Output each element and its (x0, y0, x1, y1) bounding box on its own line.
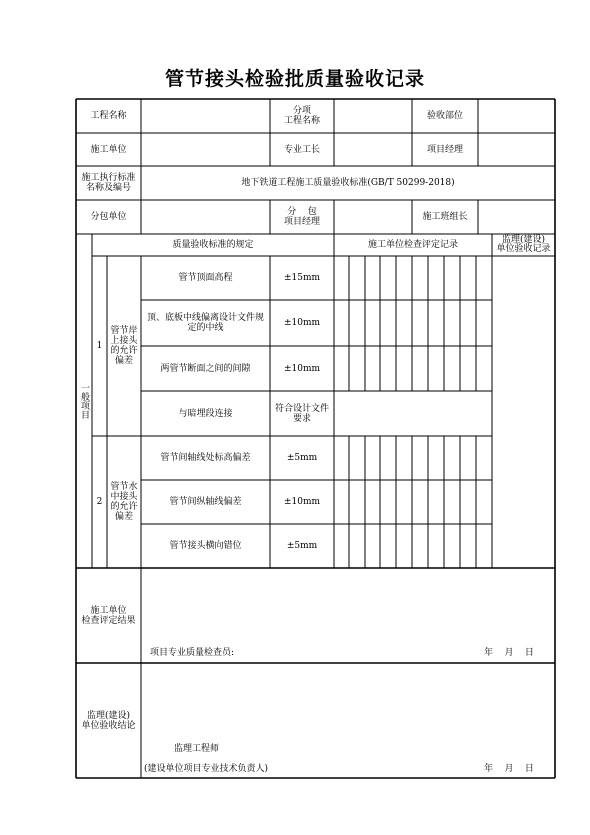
item-1-tolerance: ±15mm (283, 273, 321, 283)
sub-project-label: 分项 工程名称 (283, 106, 320, 126)
item-7-tolerance: ±5mm (286, 541, 318, 551)
item-3-name: 两管节断面之间的间隙 (160, 363, 251, 374)
construction-check-header: 施工单位检查评定记录 (367, 240, 458, 250)
page-title: 管节接头检验批质量验收记录 (164, 68, 425, 90)
project-manager-label: 项目经理 (426, 144, 463, 155)
item-5-name: 管节间轴线处标高偏差 (160, 453, 251, 463)
supervision-note: (建设单位项目专业技术负责人) (144, 764, 269, 774)
supervision-date: 年 月 日 (484, 764, 534, 774)
item-4-tolerance: 符合设计文件要求 (274, 403, 329, 424)
group-1-number: 1 (96, 341, 103, 351)
group-2-number: 2 (96, 497, 103, 507)
supervision-header: 监理(建设) 单位验收记录 (496, 235, 551, 254)
construction-result-label: 施工单位 检查评定结果 (81, 605, 136, 626)
supervision-conclusion-label: 监理(建设) 单位验收结论 (81, 710, 136, 731)
quality-standard-header: 质量验收标准的规定 (172, 240, 254, 250)
item-6-tolerance: ±10mm (283, 497, 321, 507)
acceptance-part-label: 验收部位 (426, 111, 463, 121)
foreman-label: 专业工长 (283, 144, 320, 155)
subcontract-manager-label: 分 包 项目经理 (283, 207, 320, 227)
item-1-name: 管节顶面高程 (178, 273, 233, 283)
standard-label: 施工执行标准 名称及编号 (81, 173, 136, 193)
supervision-engineer-label: 监理工程师 (174, 744, 220, 754)
group-1-name: 管节岸 上接头 的允许 偏差 (110, 326, 138, 366)
project-name-label: 工程名称 (90, 111, 127, 121)
item-2-name: 顶、底板中线偏离设计文件规定的中线 (146, 313, 264, 333)
item-7-name: 管节接头横向错位 (169, 541, 242, 551)
group-2-name: 管节水 中接头 的允许 偏差 (110, 482, 138, 522)
item-2-tolerance: ±10mm (283, 318, 321, 328)
standard-value: 地下铁道工程施工质量验收标准(GB/T 50299-2018) (241, 178, 455, 188)
construction-inspector-label: 项目专业质量检查员: (150, 648, 235, 658)
item-5-tolerance: ±5mm (286, 453, 318, 463)
item-4-name: 与暗埋段连接 (178, 408, 233, 419)
item-6-name: 管节间纵轴线偏差 (169, 497, 242, 507)
general-items-label: 一般项目 (79, 383, 89, 419)
construction-unit-label: 施工单位 (90, 144, 127, 155)
team-leader-label: 施工班组长 (422, 212, 468, 222)
construction-date: 年 月 日 (484, 648, 534, 658)
subcontract-unit-label: 分包单位 (90, 212, 127, 222)
item-3-tolerance: ±10mm (283, 363, 321, 374)
